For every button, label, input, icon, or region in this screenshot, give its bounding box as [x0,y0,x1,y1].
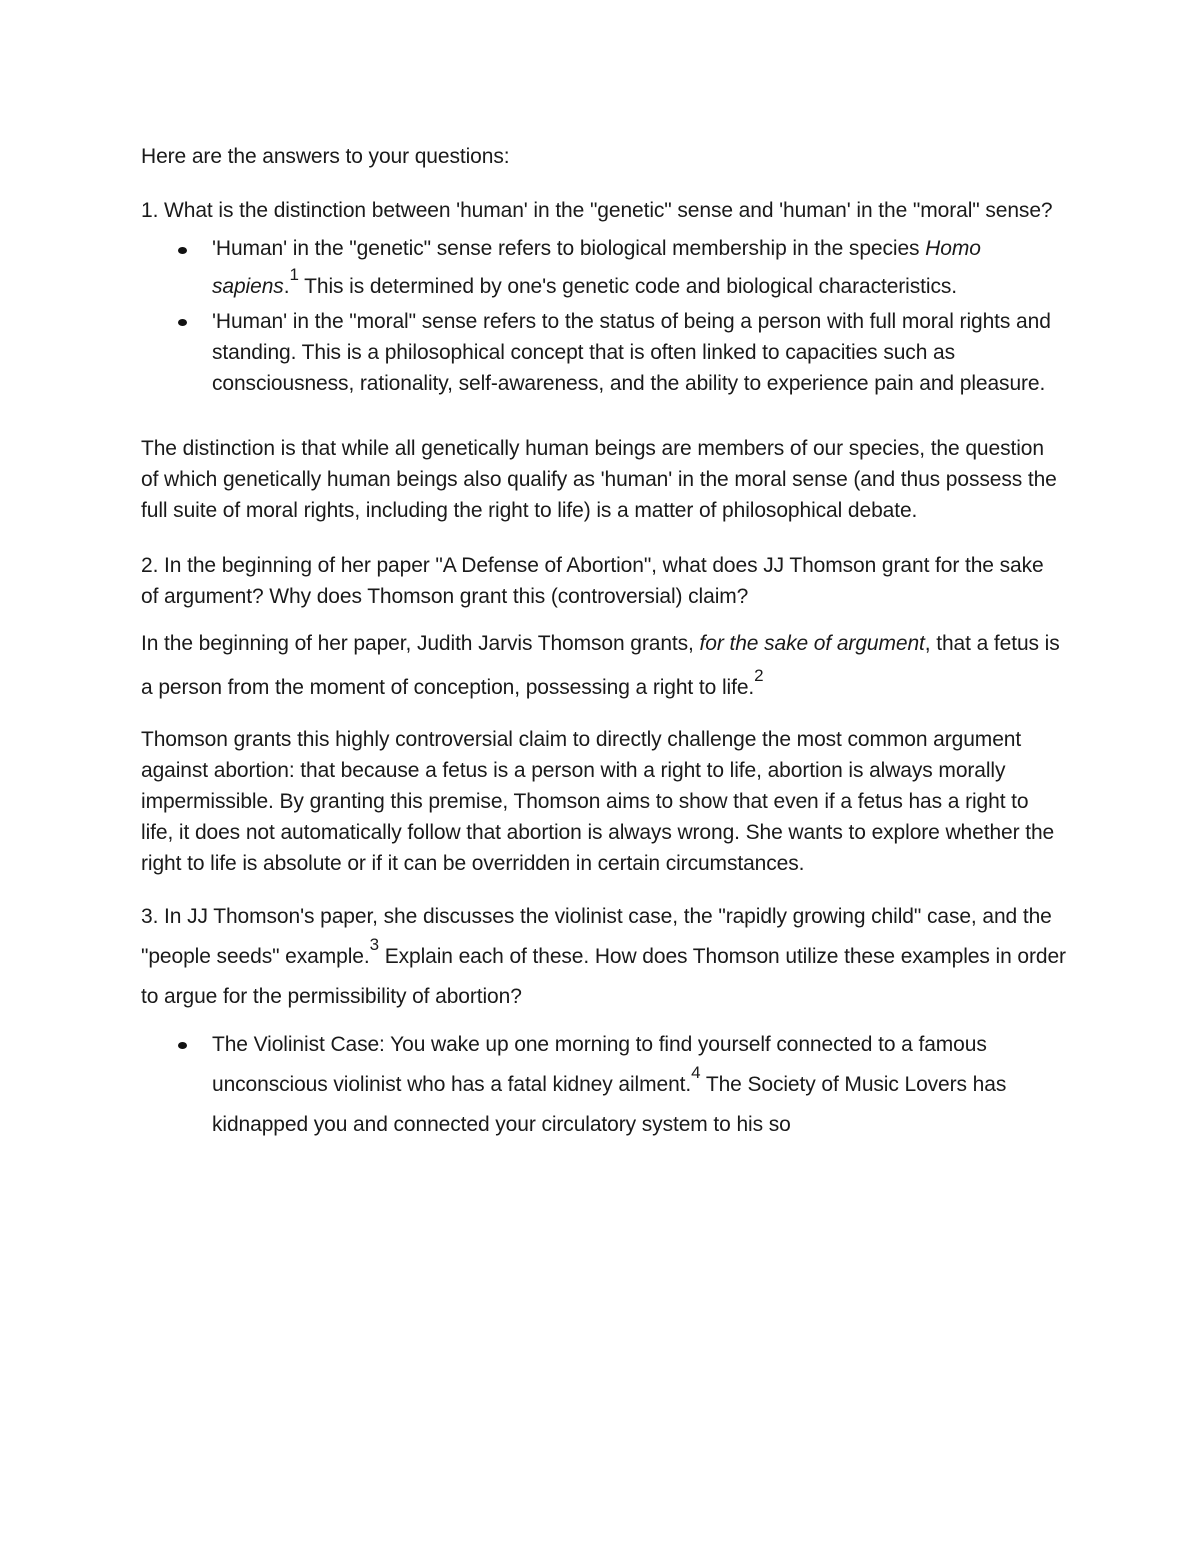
answer-2-paragraph-2: Thomson grants this highly controversial claim to directly challenge the most common argument against abortion: that because a fetus is a person with a right to life, abortion is always morally impermissible. By granting this premise, Thomson aims to show that even if a fetus has a right to life, it does not automatically follow that abortion is always wrong. She wants to explore whether the right to life is absolute or if it can be overridden in certain circumstances. [141,728,1055,875]
question-text: 3. In JJ Thomson's paper, she discusses the violinist case, the "rapidly growing child" case, and the "people seeds" example. [141,905,1052,968]
list-item [212,306,1066,399]
footnote-marker: 2 [754,666,764,685]
species-name: Homo sapiens [212,237,981,298]
bullet-icon [178,1042,187,1049]
question-3 [141,897,1066,1017]
question-1: 1. What is the distinction between 'human' in the "genetic" sense and 'human' in the "moral" sense? [141,199,1053,222]
bullet-text: The Violinist Case: You wake up one morning to find yourself connected to a famous unconscious violinist who has a fatal kidney ailment. [212,1033,987,1096]
italic-phrase: for the sake of argument [699,632,925,655]
bullet-text: The Society of Music Lovers has kidnapped you and connected your circulatory system to his so [212,1073,1007,1136]
intro-line: Here are the answers to your questions: [141,145,510,168]
bullet-text: This is determined by one's genetic code and biological characteristics. [298,275,957,298]
list-item [212,230,1066,306]
bullet-icon [178,247,187,254]
answer-text: , that a fetus is a person from the moment of conception, possessing a right to life. [141,632,1060,699]
question-3-bullet-list [141,1025,1066,1145]
list-item [212,1025,1066,1145]
document-body [141,141,1066,1145]
answer-1-paragraph: The distinction is that while all genetically human beings are members of our species, the question of which genetically human beings also qualify as 'human' in the moral sense (and thus possess the full suite of moral rights, including the right to life) is a matter of philosophical debate. [141,437,1057,522]
footnote-marker: 3 [369,935,379,954]
bullet-icon [178,319,187,326]
answer-2-paragraph-1 [141,622,1066,710]
spacer [141,399,1066,433]
bullet-text: 'Human' in the "moral" sense refers to the status of being a person with full moral rights and standing. This is a philosophical concept that is often linked to capacities such as consciousness, rationality, self-awareness, and the ability to experience pain and pleasure. [212,310,1051,395]
question-2: 2. In the beginning of her paper "A Defense of Abortion", what does JJ Thomson grant for the sake of argument? Why does Thomson grant this (controversial) claim? [141,554,1044,608]
punctuation: . [283,275,290,298]
question-1-bullet-list [141,230,1066,399]
footnote-marker: 4 [691,1063,701,1082]
bullet-text: 'Human' in the "genetic" sense refers to biological membership in the species [212,237,926,260]
footnote-marker: 1 [289,265,299,284]
question-text: Explain each of these. How does Thomson utilize these examples in order to argue for the permissibility of abortion? [141,945,1066,1008]
answer-text: In the beginning of her paper, Judith Jarvis Thomson grants, [141,632,700,655]
